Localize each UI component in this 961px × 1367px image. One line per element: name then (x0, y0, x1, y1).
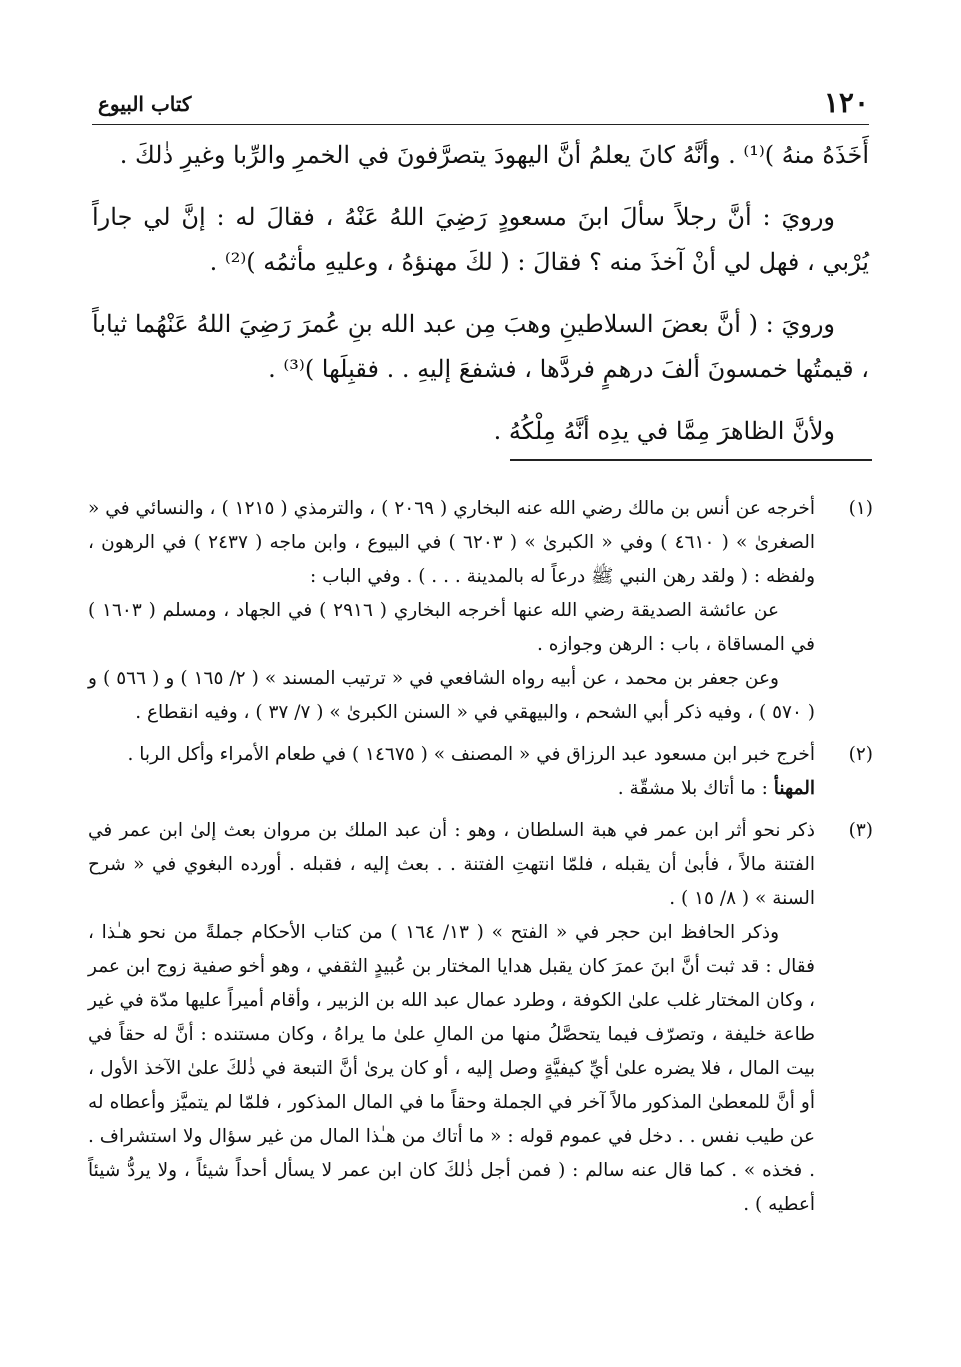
definition-term: المهنأ (773, 778, 815, 799)
running-title: كتاب البيوع (98, 92, 192, 116)
footnote-paragraph: ذكر نحو أثر ابن عمر في هبة السلطان ، وهو : أن عبد الملك بن مروان بعث إلىٰ ابن عمر في الفتنة مالاً ، فأبىٰ أن يقبله ، فلمّا انتهتِ الفتنة . . بعث إليه ، فقبله . أورده البغوي في « شرح السنة » ( ٨/ ١٥ ) . (88, 820, 815, 909)
main-paragraph: ورويَ : أنَّ رجلاً سألَ ابنَ مسعودٍ رَضِيَ اللهُ عَنْهُ ، فقالَ له : إنَّ لي جاراً يُرْبي ، فهل لي أنْ آخذَ منه ؟ فقالَ : ( لكَ مهنؤهُ ، وعليهِ مأثمُه )⁽²⁾ . (92, 203, 869, 276)
footnote-definition (88, 772, 815, 806)
footnote-separator (510, 459, 872, 461)
page-header (92, 84, 869, 125)
footnote (88, 492, 873, 730)
footnote-number: (٣) (848, 820, 873, 841)
main-paragraph: ورويَ : ( أنَّ بعضَ السلاطينِ وهبَ مِن عبد الله بنِ عُمرَ رَضِيَ اللهُ عَنْهُما ثياباً ، قيمتُها خمسونَ ألفَ درهمٍ فردَّها ، فشفعَ إليهِ . . فقبِلَها )⁽³⁾ . (92, 310, 869, 383)
footnote-number: (١) (848, 498, 873, 519)
footnote-paragraph: وعن جعفر بن محمد ، عن أبيه رواه الشافعي في « ترتيب المسند » ( ٢/ ١٦٥ ) و ( ٥٦٦ ) و ( ٥٧٠ ) ، وفيه ذكر أبي الشحم ، والبيهقي في « السنن الكبرىٰ » ( ٧/ ٣٧ ) ، وفيه انقطاع . (88, 668, 815, 723)
page-number: ١٢٠ (823, 86, 869, 119)
footnote-paragraph: أخرج خبر ابن مسعود عبد الرزاق في « المصنف » ( ١٤٦٧٥ ) في طعام الأمراء وأكل الربا . (127, 744, 815, 765)
footnote-paragraph: عن عائشة الصديقة رضي الله عنها أخرجه البخاري ( ٢٩١٦ ) في الجهاد ، ومسلم ( ١٦٠٣ ) في المساقاة ، باب : الرهن وجوازه . (88, 600, 815, 655)
main-paragraph: أَخَذَهُ منهُ )⁽¹⁾ . وأنَّهُ كانَ يعلمُ أنَّ اليهودَ يتصرَّفونَ في الخمرِ والرِّبا وغيرِ ذٰلكَ . (119, 141, 869, 169)
footnote (88, 738, 873, 806)
footnote-paragraph: أخرجه عن أنس بن مالك رضي الله عنه البخاري ( ٢٠٦٩ ) ، والترمذي ( ١٢١٥ ) ، والنسائي في « الصغرىٰ » ( ٤٦١٠ ) وفي « الكبرىٰ » ( ٦٢٠٣ ) في البيوع ، وابن ماجه ( ٢٤٣٧ ) في الرهون ، ولفظه : ( ولقد رهن النبي ﷺ درعاً له بالمدينة . . . ) . وفي الباب : (88, 498, 815, 587)
footnote (88, 814, 873, 1222)
footnote-paragraph: وذكر الحافظ ابن حجر في « الفتح » ( ١٣/ ١٦٤ ) من كتاب الأحكام جملةً من نحو هـٰذا ، فقال : قد ثبت أنَّ ابنَ عمرَ كان يقبل هدايا المختار بن عُبيدٍ الثقفي ، وهو أخو صفية زوج ابن عمر ، وكان المختار غلب علىٰ الكوفة ، وطرد عمال عبد الله بن الزبير ، وأقام أميراً عليها مدّة في غير طاعة خليفة ، وتصرّف فيما يتحصَّلُ منها من المالِ علىٰ ما يراهُ ، وكان مستنده : أنَّ له حقاً في بيت المال ، فلا يضره علىٰ أيِّ كيفيَّةٍ وصل إليه ، أو كان يرىٰ أنَّ التبعة في ذٰلكَ علىٰ الآخذ الأول ، أو أنَّ للمعطىٰ المذكور مالاً آخر في الجملة وحقاً ما في المال المذكور ، فلمّا لم يتميَّز وأعطاه له عن طيب نفس . . دخل في عموم قوله : « ما أتاك من هـٰذا المال من غير سؤال ولا استشراف . . فخذه » . كما قال عنه سالم : ( فمن أجل ذٰلكَ كان ابن عمر لا يسأل أحداً شيئاً ، ولا يردُّ شيئاً أعطيه ) . (88, 922, 815, 1215)
main-text (92, 133, 869, 454)
main-paragraph: ولأنَّ الظاهرَ مِمَّا في يدِه أنَّهُ مِلْكُهُ . (493, 417, 835, 445)
footnote-number: (٢) (848, 744, 873, 765)
footnotes (88, 492, 873, 1230)
definition-text: : ما أتاك بلا مشقّة . (617, 778, 768, 799)
